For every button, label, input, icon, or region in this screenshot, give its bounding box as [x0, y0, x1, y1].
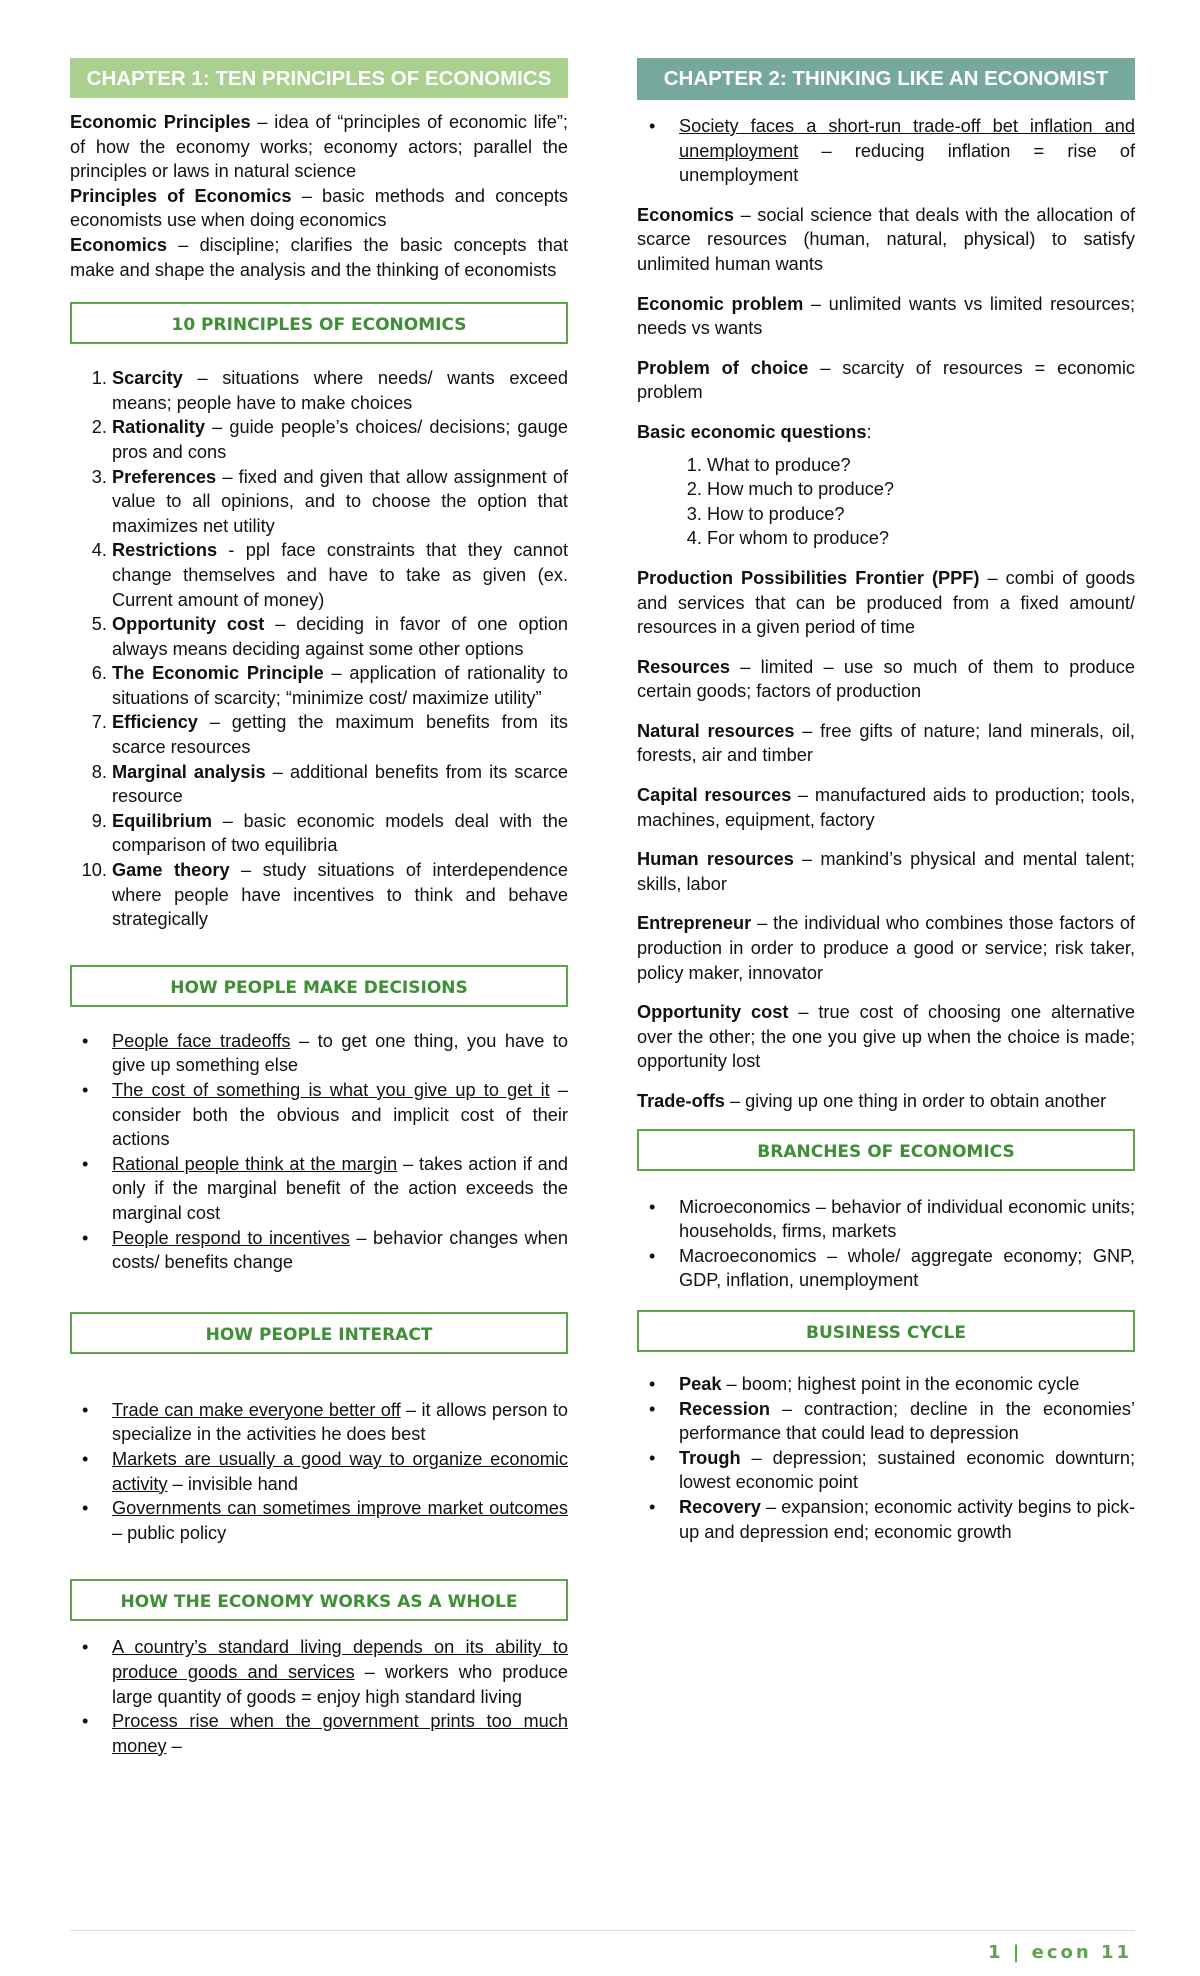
list-item: • Peak – boom; highest point in the economic cycle — [679, 1372, 1135, 1397]
bullet-icon: • — [82, 1711, 89, 1732]
bullet-icon: • — [82, 1030, 89, 1051]
basic-questions-list — [637, 453, 1135, 551]
definition: Opportunity cost – true cost of choosing one alternative over the other; the one you give up when the choice is made; opportunity lost — [637, 1002, 1135, 1072]
chapter-2-definitions-a — [637, 203, 1135, 445]
section-heading-economy-whole: HOW THE ECONOMY WORKS AS A WHOLE — [70, 1579, 568, 1621]
intro-definition: Economic Principles – idea of “principles of economic life”; of how the economy works; economy actors; parallel the principles or laws in natural science — [70, 112, 568, 182]
definition: Capital resources – manufactured aids to production; tools, machines, equipment, factory — [637, 785, 1136, 830]
principles-list — [70, 366, 568, 932]
list-item: 2. Rationality – guide people’s choices/ decisions; gauge pros and cons — [112, 415, 568, 464]
page-footer: 1 | econ 11 — [987, 1942, 1132, 1963]
list-item: • Trough – depression; sustained economic downturn; lowest economic point — [649, 1447, 1135, 1493]
intro-definition: Economics – discipline; clarifies the basic concepts that make and shape the analysis and the thinking of economists — [70, 234, 568, 280]
section-heading-business-cycle: BUSINESS CYCLE — [637, 1310, 1135, 1352]
bullet-icon: • — [82, 1448, 89, 1469]
bullet-icon: • — [649, 1398, 656, 1419]
definition: Production Possibilities Frontier (PPF) – combi of goods and services that can be produced from a fixed amount/ resources in a given period of time — [637, 567, 1135, 638]
definition: Natural resources – free gifts of nature; land minerals, oil, forests, air and timber — [637, 720, 1135, 766]
bullet-icon: • — [82, 1637, 89, 1658]
bullet-icon: • — [82, 1399, 89, 1420]
chapter-2-definitions-b — [637, 566, 1135, 1114]
bullet-icon: • — [82, 1153, 89, 1174]
left-column — [70, 58, 568, 1758]
chapter-2-heading: CHAPTER 2: THINKING LIKE AN ECONOMIST — [637, 58, 1135, 100]
bullet-icon: • — [649, 1373, 656, 1394]
list-item: 4. Restrictions - ppl face constraints that they cannot change themselves and have to take as given (ex. Current amount of money) — [112, 538, 568, 612]
list-item: • Trade can make everyone better off – it allows person to specialize in the activities he does best — [82, 1399, 569, 1445]
bullet-icon: • — [649, 1447, 656, 1468]
definition: Human resources – mankind’s physical and mental talent; skills, labor — [637, 849, 1135, 894]
section-heading-branches: BRANCHES OF ECONOMICS — [637, 1129, 1135, 1171]
definition: Economic problem – unlimited wants vs limited resources; needs vs wants — [637, 293, 1135, 339]
bullet-icon: • — [649, 1196, 656, 1217]
decisions-list — [70, 1029, 568, 1275]
bullet-icon: • — [649, 116, 656, 136]
bullet-icon: • — [649, 1496, 656, 1517]
list-item: • Macroeconomics – whole/ aggregate economy; GNP, GDP, inflation, unemployment — [649, 1245, 1135, 1291]
business-cycle-list — [637, 1372, 1135, 1544]
list-item: • Markets are usually a good way to organize economic activity – invisible hand — [82, 1448, 568, 1494]
list-item: • Recession – contraction; decline in the economies’ performance that could lead to depression — [649, 1398, 1135, 1444]
chapter-2-top-list — [637, 114, 1135, 188]
branches-list — [637, 1195, 1135, 1293]
economy-whole-list — [70, 1635, 568, 1758]
intro-definition: Principles of Economics – basic methods and concepts economists use when doing economics — [70, 185, 568, 231]
list-item: 8. Marginal analysis – additional benefits from its scarce resource — [112, 760, 568, 809]
bullet-icon: • — [82, 1498, 89, 1519]
section-heading-decisions: HOW PEOPLE MAKE DECISIONS — [70, 965, 568, 1007]
bullet-icon: • — [82, 1227, 89, 1248]
list-item: • Process rise when the government prints too much money – — [82, 1711, 568, 1756]
list-item: 2. How much to produce? — [707, 477, 1135, 502]
chapter-1-intro — [70, 110, 568, 282]
section-heading-interact: HOW PEOPLE INTERACT — [70, 1312, 568, 1354]
list-item: • The cost of something is what you give up to get it – consider both the obvious and implicit cost of their actions — [82, 1080, 568, 1150]
chapter-1-heading: CHAPTER 1: TEN PRINCIPLES OF ECONOMICS — [70, 58, 568, 98]
list-item: 3. How to produce? — [707, 502, 1135, 527]
bullet-icon: • — [82, 1080, 89, 1100]
list-item: 7. Efficiency – getting the maximum benefits from its scarce resources — [112, 710, 568, 759]
definition: Trade-offs – giving up one thing in order to obtain another — [637, 1091, 1107, 1111]
list-item: 6. The Economic Principle – application of rationality to situations of scarcity; “minimize cost/ maximize utility” — [112, 661, 568, 710]
list-item: • Society faces a short-run trade-off bet inflation and unemployment – reducing inflation = rise of unemployment — [649, 116, 1135, 186]
list-item: • People face tradeoffs – to get one thing, you have to give up something else — [82, 1030, 568, 1076]
definition: Problem of choice – scarcity of resources = economic problem — [637, 357, 1135, 403]
list-item: • Rational people think at the margin – takes action if and only if the marginal benefit of the action exceeds the marginal cost — [82, 1153, 568, 1223]
list-item: 10. Game theory – study situations of interdependence where people have incentives to think and behave strategically — [112, 858, 568, 932]
interact-list — [70, 1398, 568, 1546]
list-item: • A country’s standard living depends on its ability to produce goods and services – workers who produce large quantity of goods = enjoy high standard living — [82, 1637, 568, 1707]
list-item: • Governments can sometimes improve market outcomes – public policy — [82, 1498, 568, 1543]
right-column — [637, 58, 1135, 1544]
list-item: 9. Equilibrium – basic economic models deal with the comparison of two equilibria — [112, 809, 568, 858]
definition: Entrepreneur – the individual who combines those factors of production in order to produce a good or service; risk taker, policy maker, innovator — [637, 913, 1135, 983]
list-item: 4. For whom to produce? — [707, 526, 1135, 551]
list-item: • Microeconomics – behavior of individual economic units; households, firms, markets — [649, 1196, 1135, 1242]
footer-divider — [70, 1930, 1135, 1931]
list-item: 1. What to produce? — [707, 453, 1135, 478]
list-item: • Recovery – expansion; economic activity begins to pick-up and depression end; economic growth — [649, 1496, 1135, 1542]
definition: Resources – limited – use so much of them to produce certain goods; factors of production — [637, 656, 1135, 702]
basic-questions-label: Basic economic questions: — [637, 421, 872, 442]
section-heading-10-principles: 10 PRINCIPLES OF ECONOMICS — [70, 302, 568, 344]
bullet-icon: • — [649, 1245, 656, 1266]
list-item: 3. Preferences – fixed and given that allow assignment of value to all opinions, and to choose the option that maximizes net utility — [112, 465, 568, 539]
list-item: 1. Scarcity – situations where needs/ wants exceed means; people have to make choices — [112, 366, 568, 415]
list-item: • People respond to incentives – behavior changes when costs/ benefits change — [82, 1227, 568, 1273]
definition: Economics – social science that deals with the allocation of scarce resources (human, natural, physical) to satisfy unlimited human wants — [637, 204, 1135, 274]
list-item: 5. Opportunity cost – deciding in favor of one option always means deciding against some other options — [112, 612, 568, 661]
